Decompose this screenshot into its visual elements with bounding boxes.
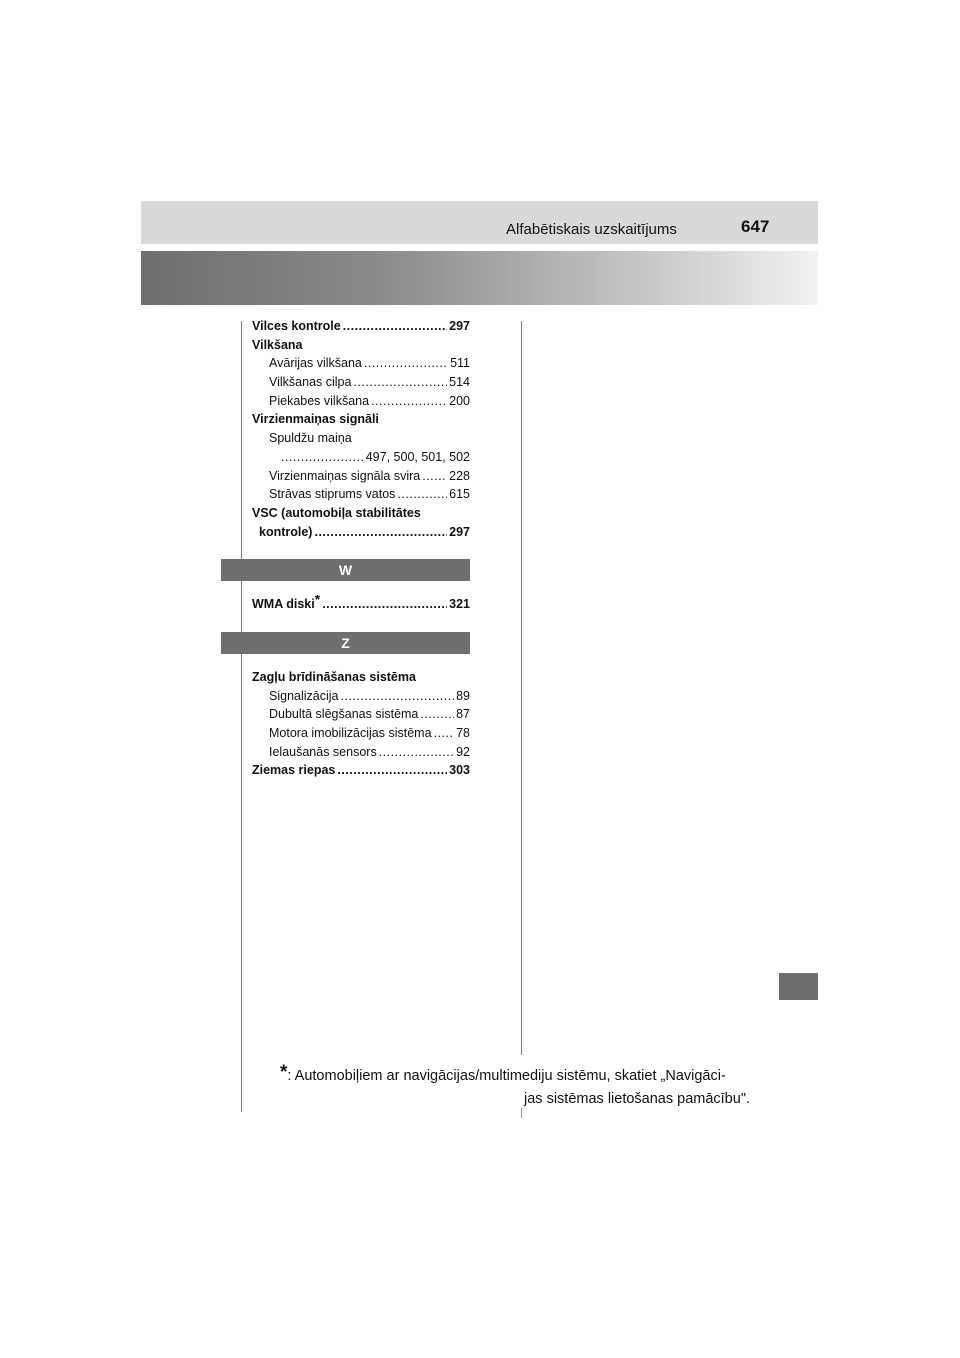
entry-page: 303 [449, 763, 470, 778]
index-subheading-spuldzu-maina: Spuldžu maiņa [269, 431, 352, 446]
entry-page: 87 [456, 707, 470, 722]
footnote-line-1: *: Automobiļiem ar navigācijas/multimediju sistēmu, skatiet „Navigāci- [280, 1062, 726, 1084]
header-bar [141, 201, 818, 244]
column-divider-middle [521, 321, 522, 1055]
entry-label: Vilkšanas cilpa [269, 375, 352, 390]
index-entry-spuldzu-maina-pages[interactable] [252, 448, 470, 467]
index-heading-vilksana: Vilkšana [252, 337, 303, 352]
entry-label: Strāvas stiprums vatos [269, 487, 396, 502]
index-entry-vilksanas-cilpa[interactable] [252, 373, 470, 392]
section-header-z: Z [221, 632, 470, 654]
index-entry-stravas-stiprums[interactable] [252, 485, 470, 504]
index-entry-dubulta-slegsanas[interactable] [252, 705, 470, 724]
entry-page: 297 [449, 524, 470, 539]
entry-page: 228 [449, 468, 470, 483]
footnote [280, 1062, 750, 1111]
index-heading-vsc: VSC (automobiļa stabilitātes [252, 505, 421, 520]
entry-page: 511 [450, 356, 470, 371]
entry-label: Dubultā slēgšanas sistēma [269, 707, 419, 722]
entry-page: 89 [456, 688, 470, 703]
entry-label: Vilces kontrole [252, 319, 341, 333]
index-entry-avarijas-vilksana[interactable] [252, 354, 470, 373]
entry-page: 321 [449, 597, 470, 612]
column-divider-left [241, 321, 242, 1112]
index-entry-ziemas-riepas[interactable] [252, 761, 470, 780]
page-title: Alfabētiskais uzskaitījums [506, 221, 677, 238]
index-entry-vsc-kontrole[interactable] [252, 523, 470, 542]
asterisk-marker: * [314, 595, 321, 608]
entry-page: 497, 500, 501, 502 [365, 449, 470, 464]
entry-page: 78 [456, 726, 470, 740]
index-entry-piekabes-vilksana[interactable] [252, 392, 470, 411]
entry-page: 615 [449, 487, 470, 502]
entry-label: Virzienmaiņas signāla svira [269, 468, 421, 483]
page-number: 647 [741, 217, 770, 236]
entry-label: Motora imobilizācijas sistēma [269, 726, 432, 740]
index-column [252, 317, 470, 780]
entry-page: 200 [449, 393, 470, 408]
footnote-marker: * [280, 1062, 288, 1083]
chapter-tab-marker [779, 973, 818, 1000]
entry-label: Signalizācija [269, 688, 339, 703]
entry-label: WMA diski* [252, 595, 320, 614]
index-entry-virzienmainas-signala-svira[interactable] [252, 467, 470, 486]
entry-page: 297 [449, 319, 470, 333]
entry-label: kontrole) [259, 524, 313, 539]
footnote-line-2: jas sistēmas lietošanas pamācību". [524, 1091, 750, 1107]
entry-label: Ielaušanās sensors [269, 744, 377, 759]
index-heading-virzienmainas-signali: Virzienmaiņas signāli [252, 412, 379, 427]
index-heading-zaglu-bridinasanas: Zagļu brīdināšanas sistēma [252, 669, 416, 684]
index-entry-motora-imobilizacijas[interactable] [252, 724, 470, 743]
header-gradient-band [141, 251, 818, 305]
entry-label: Ziemas riepas [252, 763, 336, 778]
entry-page: 514 [449, 375, 470, 390]
entry-label: Piekabes vilkšana [269, 393, 370, 408]
section-header-w: W [221, 559, 470, 581]
index-entry-vilces-kontrole[interactable] [252, 317, 470, 336]
entry-page: 92 [456, 744, 470, 759]
index-entry-ielausanas-sensors[interactable] [252, 743, 470, 762]
index-entry-wma-diski[interactable] [252, 595, 470, 614]
entry-label: Avārijas vilkšana [269, 356, 362, 371]
index-entry-signalizacija[interactable] [252, 687, 470, 706]
